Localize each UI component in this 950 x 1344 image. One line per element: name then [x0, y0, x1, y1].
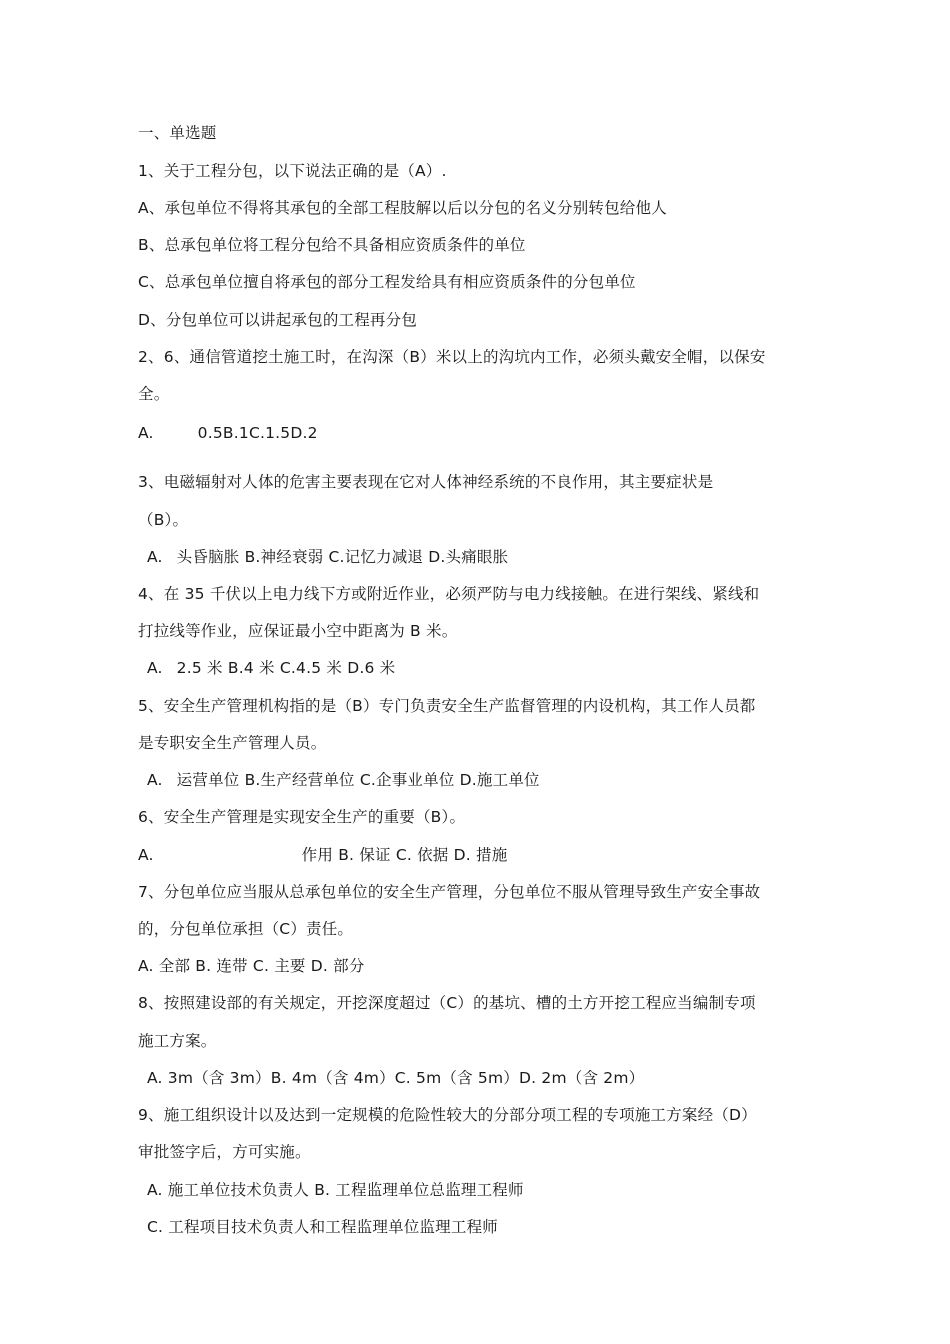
question-8: 8、按照建设部的有关规定，开挖深度超过（C）的基坑、槽的土方开挖工程应当编制专项	[138, 994, 756, 1012]
option-values: 作用 B. 保证 C. 依据 D. 措施	[301, 846, 508, 864]
question-5: 5、安全生产管理机构指的是（B）专门负责安全生产监督管理的内设机构，其工作人员都	[138, 697, 756, 715]
question-9-continued: 审批签字后，方可实施。	[138, 1143, 311, 1161]
question-5-options	[147, 770, 540, 790]
option-label: A.	[147, 659, 163, 677]
question-6: 6、安全生产管理是实现安全生产的重要（B）。	[138, 808, 466, 826]
question-9: 9、施工组织设计以及达到一定规模的危险性较大的分部分项工程的专项施工方案经（D）	[138, 1106, 757, 1124]
option-label: A.	[138, 846, 154, 864]
question-1-option-b: B、总承包单位将工程分包给不具备相应资质条件的单位	[138, 236, 526, 254]
section-title: 一、单选题	[138, 124, 217, 142]
question-4: 4、在 35 千伏以上电力线下方或附近作业，必须严防与电力线接触。在进行架线、紧线和	[138, 585, 760, 603]
question-1-option-d: D、分包单位可以讲起承包的工程再分包	[138, 311, 418, 329]
option-values: 运营单位 B.生产经营单位 C.企事业单位 D.施工单位	[176, 771, 540, 789]
question-1-option-a: A、承包单位不得将其承包的全部工程肢解以后以分包的名义分别转包给他人	[138, 199, 667, 217]
question-4-continued: 打拉线等作业，应保证最小空中距离为 B 米。	[138, 622, 458, 640]
option-values: 0.5B.1C.1.5D.2	[197, 424, 318, 442]
question-2-options	[138, 423, 318, 443]
question-7: 7、分包单位应当服从总承包单位的安全生产管理，分包单位不服从管理导致生产安全事故	[138, 883, 761, 901]
option-values: 头昏脑胀 B.神经衰弱 C.记忆力减退 D.头痛眼胀	[176, 548, 509, 566]
question-5-continued: 是专职安全生产管理人员。	[138, 734, 327, 752]
question-8-options: A. 3m（含 3m）B. 4m（含 4m）C. 5m（含 5m）D. 2m（含 2m）	[147, 1069, 645, 1087]
question-4-options	[147, 658, 395, 678]
question-3: 3、电磁辐射对人体的危害主要表现在它对人体神经系统的不良作用，其主要症状是	[138, 473, 714, 491]
question-3-options	[147, 547, 508, 567]
question-3-continued: （B）。	[138, 511, 189, 529]
question-7-continued: 的，分包单位承担（C）责任。	[138, 920, 354, 938]
question-2: 2、6、通信管道挖土施工时，在沟深（B）米以上的沟坑内工作，必须头戴安全帽，以保安	[138, 348, 766, 366]
option-label: A.	[147, 548, 163, 566]
option-label: A.	[138, 424, 154, 442]
question-7-options: A. 全部 B. 连带 C. 主要 D. 部分	[138, 957, 365, 975]
question-9-options-ab: A. 施工单位技术负责人 B. 工程监理单位总监理工程师	[147, 1181, 524, 1199]
option-label: A.	[147, 771, 163, 789]
question-1: 1、关于工程分包，以下说法正确的是（A）.	[138, 162, 447, 180]
question-2-continued: 全。	[138, 385, 170, 403]
question-9-option-c: C. 工程项目技术负责人和工程监理单位监理工程师	[147, 1218, 498, 1236]
question-1-option-c: C、总承包单位擅自将承包的部分工程发给具有相应资质条件的分包单位	[138, 273, 636, 291]
question-8-continued: 施工方案。	[138, 1032, 217, 1050]
question-6-options	[138, 845, 507, 865]
option-values: 2.5 米 B.4 米 C.4.5 米 D.6 米	[176, 659, 396, 677]
